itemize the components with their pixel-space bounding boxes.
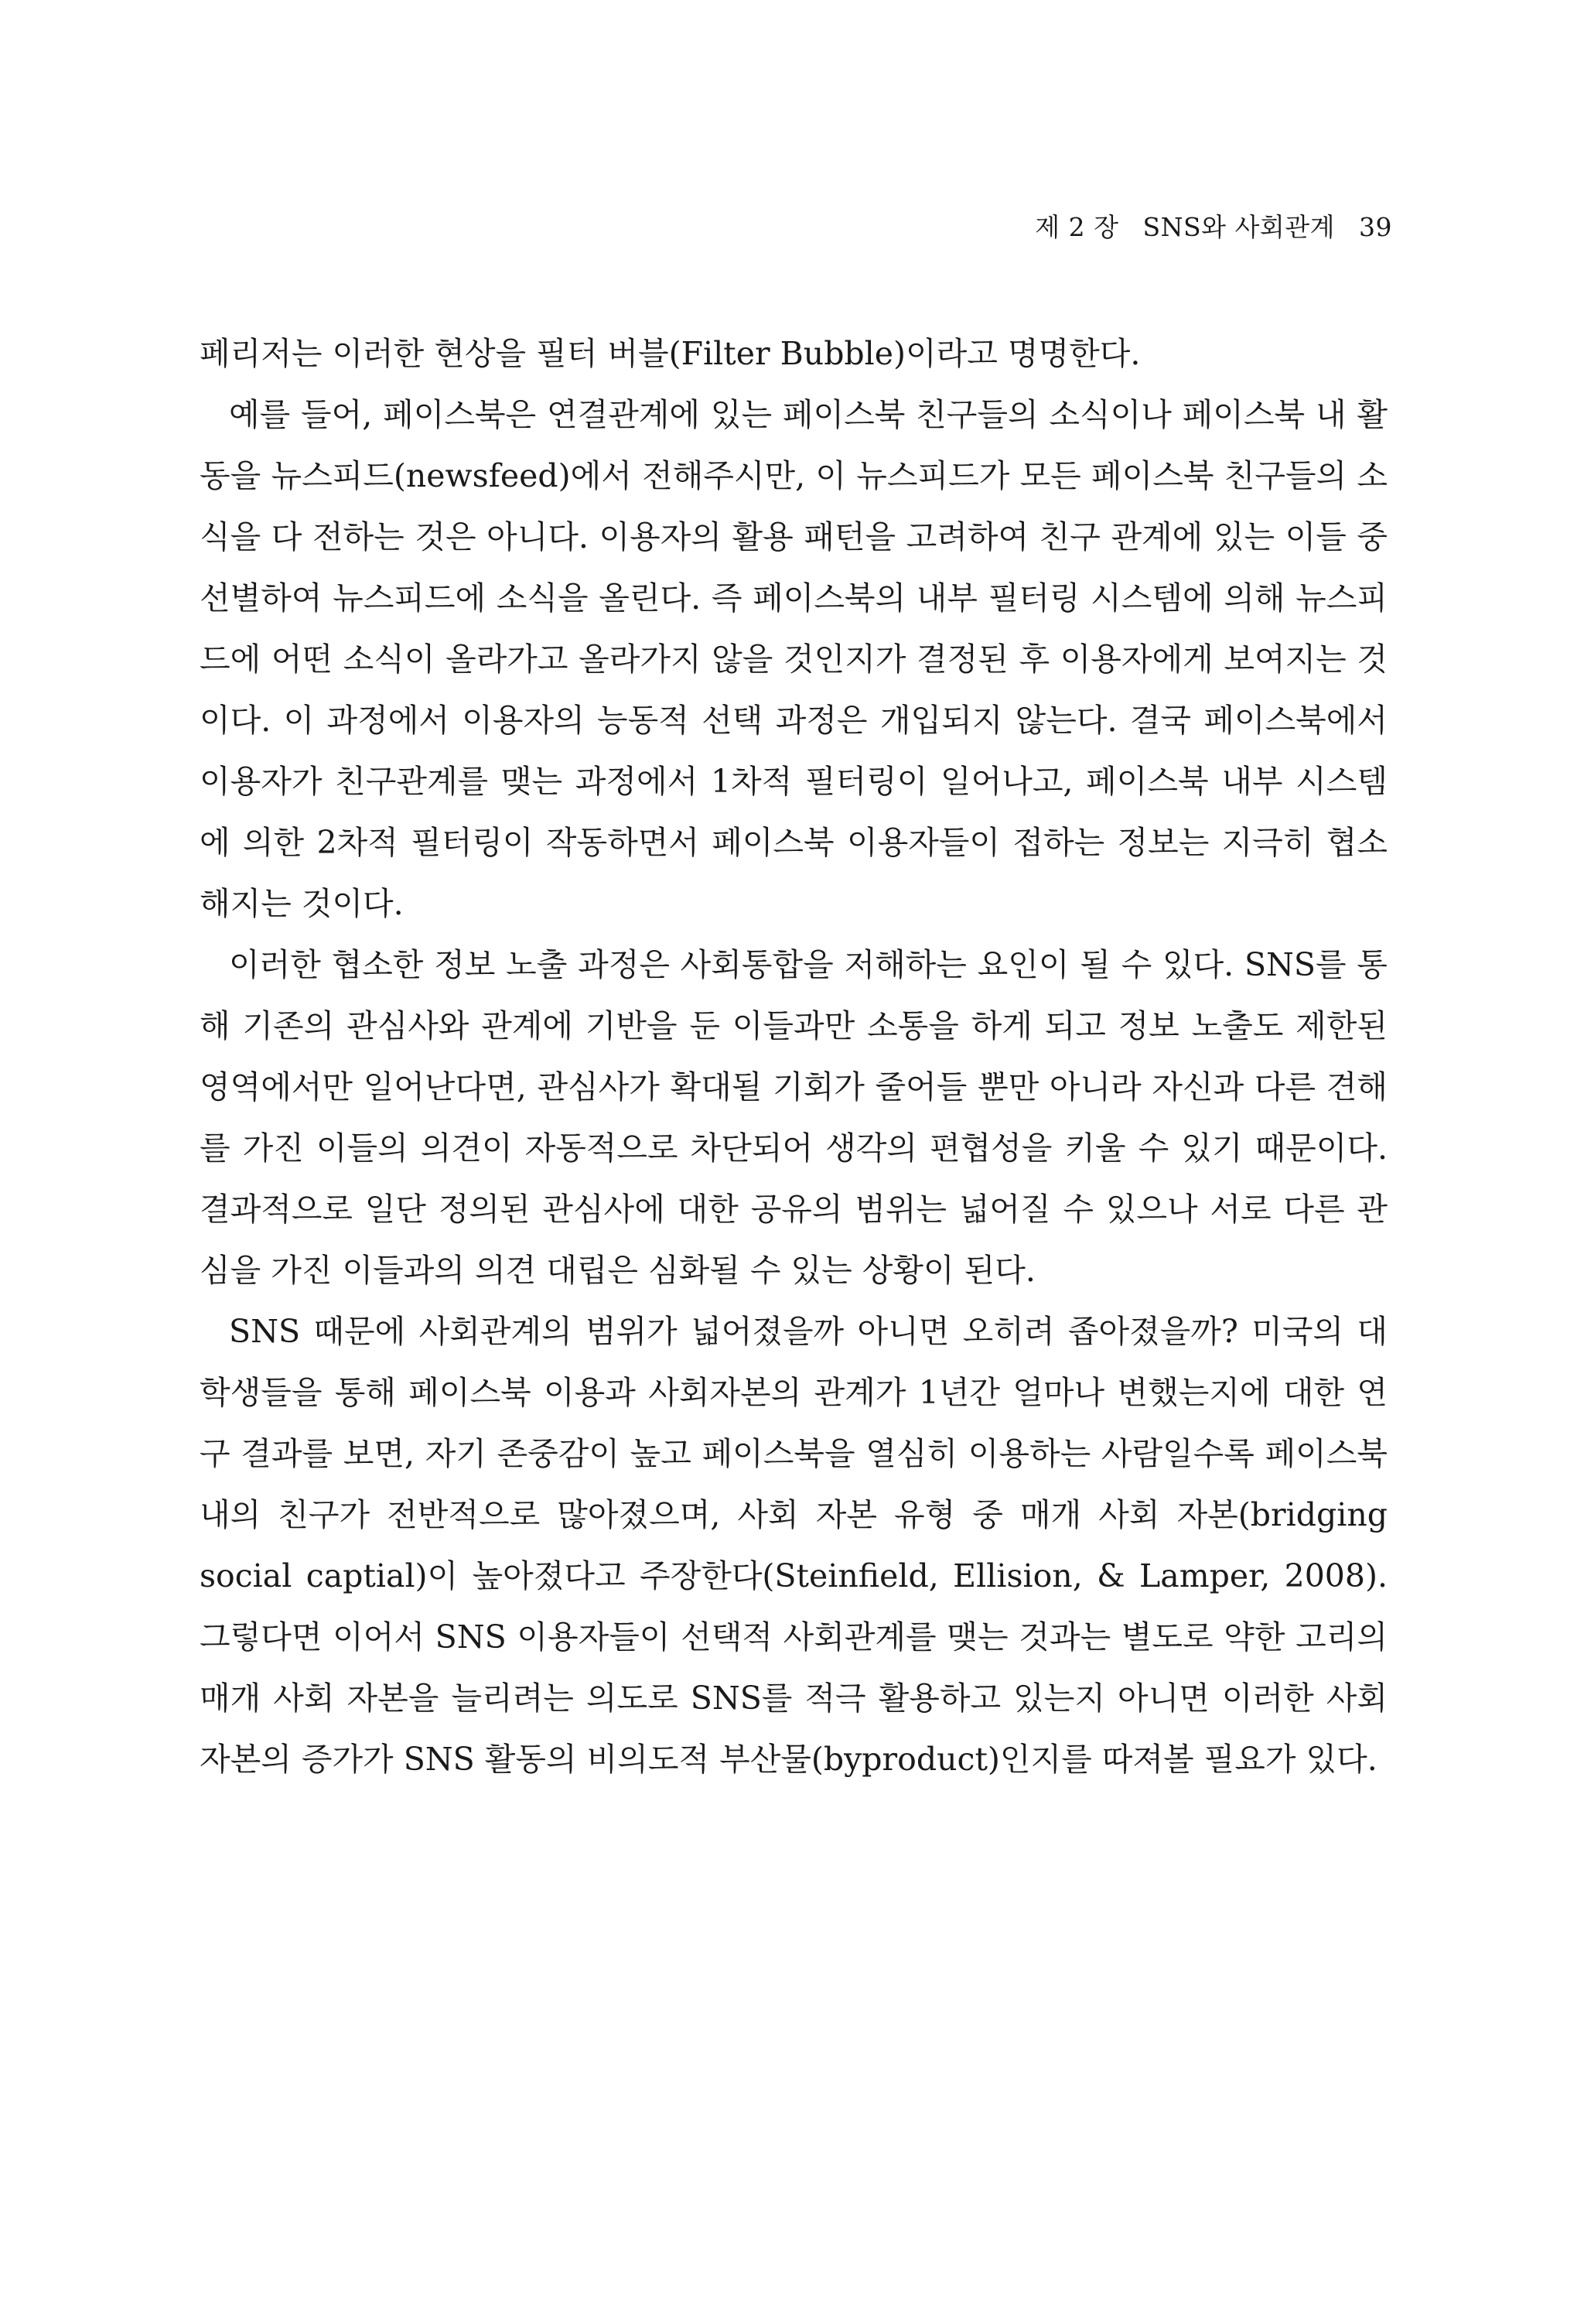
chapter-title: SNS와 사회관계 (1142, 212, 1335, 242)
running-header (1035, 207, 1392, 244)
body-text (200, 323, 1388, 1790)
page-number: 39 (1359, 212, 1392, 242)
paragraph-social-capital: SNS 때문에 사회관계의 범위가 넓어졌을까 아니면 오히려 좁아졌을까? 미국의 대학생들을 통해 페이스북 이용과 사회자본의 관계가 1년간 얼마나 변했는지에 대한 연구 결과를 보면, 자기 존중감이 높고 페이스북을 열심히 이용하는 사람일수록 페이스북 내의 친구가 전반적으로 많아졌으며, 사회 자본 유형 중 매개 사회 자본(bridging social captial)이 높아졌다고 주장한다(Steinfield, Ellision, & Lamper, 2008). 그렇다면 이어서 SNS 이용자들이 선택적 사회관계를 맺는 것과는 별도로 약한 고리의 매개 사회 자본을 늘리려는 의도로 SNS를 적극 활용하고 있는지 아니면 이러한 사회자본의 증가가 SNS 활동의 비의도적 부산물(byproduct)인지를 따져볼 필요가 있다. (200, 1313, 1388, 1778)
chapter-number: 제 2 장 (1035, 212, 1119, 242)
paragraph-continuation: 페리저는 이러한 현상을 필터 버블(Filter Bubble)이라고 명명한다. (200, 335, 1141, 372)
paragraph-facebook-newsfeed: 예를 들어, 페이스북은 연결관계에 있는 페이스북 친구들의 소식이나 페이스북 내 활동을 뉴스피드(newsfeed)에서 전해주시만, 이 뉴스피드가 모든 페이스북 친구들의 소식을 다 전하는 것은 아니다. 이용자의 활용 패턴을 고려하여 친구 관계에 있는 이들 중 선별하여 뉴스피드에 소식을 올린다. 즉 페이스북의 내부 필터링 시스템에 의해 뉴스피드에 어떤 소식이 올라가고 올라가지 않을 것인지가 결정된 후 이용자에게 보여지는 것이다. 이 과정에서 이용자의 능동적 선택 과정은 개입되지 않는다. 결국 페이스북에서 이용자가 친구관계를 맺는 과정에서 1차적 필터링이 일어나고, 페이스북 내부 시스템에 의한 2차적 필터링이 작동하면서 페이스북 이용자들이 접하는 정보는 지극히 협소해지는 것이다. (200, 396, 1388, 922)
paragraph-narrow-exposure: 이러한 협소한 정보 노출 과정은 사회통합을 저해하는 요인이 될 수 있다. SNS를 통해 기존의 관심사와 관계에 기반을 둔 이들과만 소통을 하게 되고 정보 노출도 제한된 영역에서만 일어난다면, 관심사가 확대될 기회가 줄어들 뿐만 아니라 자신과 다른 견해를 가진 이들의 의견이 자동적으로 차단되어 생각의 편협성을 키울 수 있기 때문이다. 결과적으로 일단 정의된 관심사에 대한 공유의 범위는 넓어질 수 있으나 서로 다른 관심을 가진 이들과의 의견 대립은 심화될 수 있는 상황이 된다. (200, 946, 1388, 1289)
